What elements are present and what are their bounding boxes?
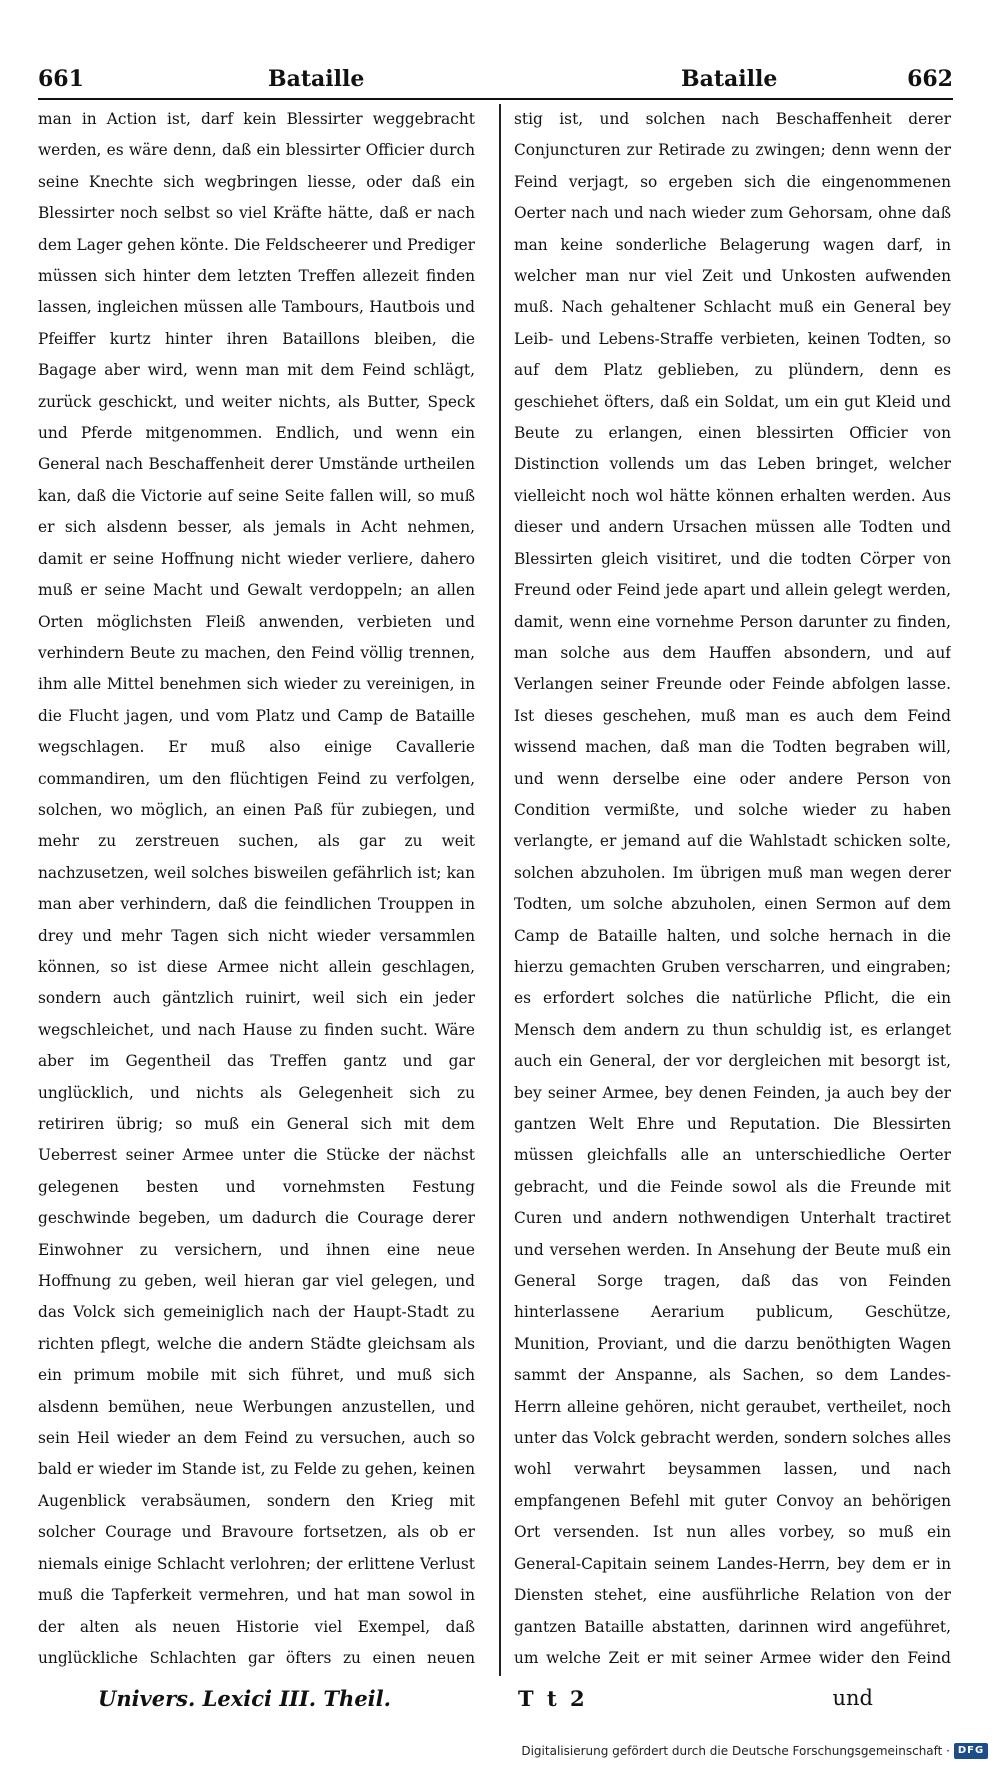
digitization-credit bbox=[521, 1741, 988, 1761]
text-column-right bbox=[514, 104, 951, 1680]
text-column-left bbox=[38, 104, 475, 1680]
catchword: und bbox=[832, 1686, 873, 1710]
page-footer bbox=[38, 1686, 953, 1720]
headword-right: Bataille bbox=[681, 66, 778, 92]
column-left-text: man in Action ist, darf kein Blessirter weggebracht werden, es wäre denn, daß ein blessirter Officier durch seine Knechte sich wegbringen liesse, oder daß ein Blessirter noch selbst so viel Kräfte hätte, daß er nach dem Lager gehen könte. Die Feldscheerer und Prediger müssen sich hinter dem letzten Treffen allezeit finden lassen, ingleichen müssen alle Tambours, Hautbois und Pfeiffer kurtz hinter ihren Bataillons bleiben, die Bagage aber wird, wenn man mit dem Feind schlägt, zurück geschickt, und weiter nichts, als Butter, Speck und Pferde mitgenommen. Endlich, und wenn ein General nach Beschaffenheit derer Umstände urtheilen kan, daß die Victorie auf seine Seite fallen will, so muß er sich alsdenn besser, als jemals in Acht nehmen, damit er seine Hoffnung nicht wieder verliere, dahero muß er seine Macht und Gewalt verdoppeln; an allen Orten möglichsten Fleiß anwenden, verbieten und verhindern Beute zu machen, den Feind völlig trennen, ihm alle Mittel benehmen sich wieder zu vereinigen, in die Flucht jagen, und vom Platz und Camp de Bataille wegschlagen. Er muß also einige Cavallerie commandiren, um den flüchtigen Feind zu verfolgen, solchen, wo möglich, an einen Paß für zubiegen, und mehr zu zerstreuen suchen, als gar zu weit nachzusetzen, weil solches bisweilen gefährlich ist; kan man aber verhindern, daß die feindlichen Trouppen in drey und mehr Tagen sich nicht wieder versammlen können, so ist diese Armee nicht allein geschlagen, sondern auch gäntzlich ruinirt, weil sich ein jeder wegschleichet, und nach Hause zu finden sucht. Wäre aber im Gegentheil das Treffen gantz und gar unglücklich, und nichts als Gelegenheit sich zu retiriren übrig; so muß ein General sich mit dem Ueberrest seiner Armee unter die Stücke der nächst gelegenen besten und vornehmsten Festung geschwinde begeben, um dadurch die Courage derer Einwohner zu versichern, und ihnen eine neue Hoffnung zu geben, weil hieran gar viel gelegen, und das Volck sich gemeiniglich nach der Haupt-Stadt zu richten pflegt, welche die andern Städte gleichsam als ein primum mobile mit sich führet, und muß sich alsdenn bemühen, neue Werbungen anzustellen, und sein Heil wieder an dem Feind zu versuchen, auch so bald er wieder im Stande ist, zu Felde zu gehen, keinen Augenblick verabsäumen, sondern den Krieg mit solcher Courage und Bravoure fortsetzen, als ob er niemals einige Schlacht verlohren; der erlittene Verlust muß die Tapferkeit vermehren, und hat man sowol in der alten als neuen Historie viel Exempel, daß unglückliche Schlachten gar öfters zu einen neuen bbox=[38, 110, 475, 1667]
credit-text: Digitalisierung gefördert durch die Deutsche Forschungsgemeinschaft · bbox=[521, 1744, 950, 1758]
volume-signature: Univers. Lexici III. Theil. bbox=[98, 1686, 391, 1711]
header-rule bbox=[38, 98, 953, 100]
signature-mark: T t 2 bbox=[518, 1686, 588, 1711]
page-number-left: 661 bbox=[38, 66, 84, 92]
column-right-text: stig ist, und solchen nach Beschaffenheit derer Conjuncturen zur Retirade zu zwingen; denn wenn der Feind verjagt, so ergeben sich die eingenommenen Oerter nach und nach wieder zum Gehorsam, ohne daß man keine sonderliche Belagerung wagen darf, in welcher man nur viel Zeit und Unkosten aufwenden muß. Nach gehaltener Schlacht muß ein General bey Leib- und Lebens-Straffe verbieten, keinen Todten, so auf dem Platz geblieben, zu plündern, denn es geschiehet öfters, daß ein Soldat, um ein gut Kleid und Beute zu erlangen, einen blessirten Officier von Distinction vollends um das Leben bringet, welcher vielleicht noch wol hätte können erhalten werden. Aus dieser und andern Ursachen müssen alle Todten und Blessirten gleich visitiret, und die todten Cörper von Freund oder Feind jede apart und allein gelegt werden, damit, wenn eine vornehme Person darunter zu finden, man solche aus dem Hauffen absondern, und auf Verlangen seiner Freunde oder Feinde abfolgen lasse. Ist dieses geschehen, muß man es auch dem Feind wissend machen, daß man die Todten begraben will, und wenn derselbe eine oder andere Person von Condition vermißte, und solche wieder zu haben verlangte, er jemand auf die Wahlstadt schicken solte, solchen abzuholen. Im übrigen muß man wegen derer Todten, um solche abzuholen, einen Sermon auf dem Camp de Bataille halten, und solche hernach in die hierzu gemachten Gruben verscharren, und eingraben; es erfordert solches die natürliche Pflicht, die ein Mensch dem andern zu thun schuldig ist, es erlanget auch ein General, der vor dergleichen mit besorgt ist, bey seiner Armee, bey denen Feinden, ja auch bey der gantzen Welt Ehre und Reputation. Die Blessirten müssen gleichfalls alle an unterschiedliche Oerter gebracht, und die Feinde sowol als die Freunde mit Curen und andern nothwendigen Unterhalt tractiret und versehen werden. In Ansehung der Beute muß ein General Sorge tragen, daß das von Feinden hinterlassene Aerarium publicum, Geschütze, Munition, Proviant, und die darzu benöthigten Wagen sammt der Anspanne, als Sachen, so dem Landes-Herrn alleine gehören, nicht geraubet, vertheilet, noch unter das Volck gebracht werden, sondern solches alles wohl verwahrt beysammen lassen, und nach empfangenen Befehl mit guter Convoy an behörigen Ort versenden. Ist nun alles vorbey, so muß ein General-Capitain seinem Landes-Herrn, bey dem er in Diensten stehet, eine ausführliche Relation von der gantzen Bataille abstatten, darinnen wird angeführet, um welche Zeit er mit seiner Armee wider den Feind bbox=[514, 110, 951, 1667]
running-head bbox=[38, 66, 953, 100]
column-divider bbox=[499, 104, 501, 1676]
dfg-logo: DFG bbox=[954, 1743, 988, 1759]
headword-left: Bataille bbox=[268, 66, 365, 92]
page-number-right: 662 bbox=[907, 66, 953, 92]
